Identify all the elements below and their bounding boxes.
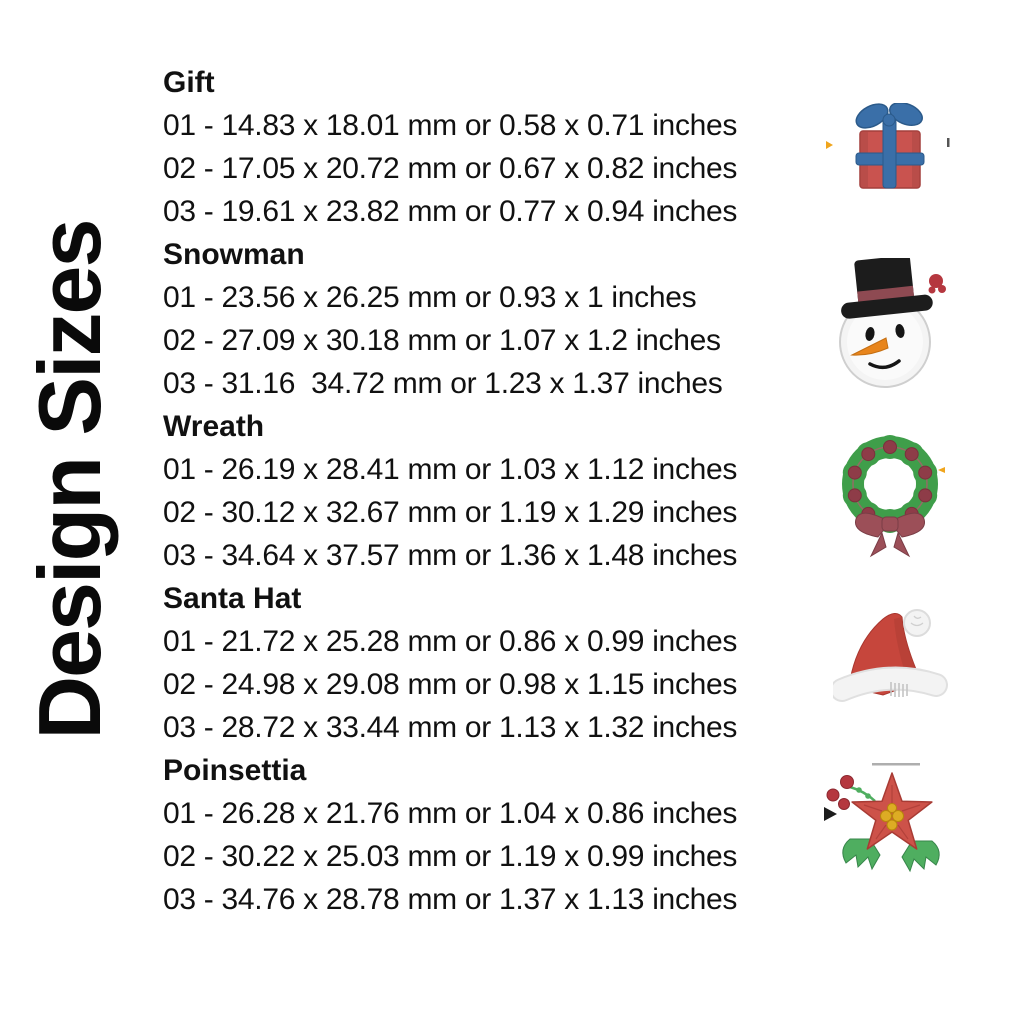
wreath-icon [833, 430, 948, 562]
size-line: 02 - 30.22 x 25.03 mm or 1.19 x 0.99 inches [163, 840, 738, 873]
snowman-icon [828, 258, 952, 392]
size-line: 03 - 34.64 x 37.57 mm or 1.36 x 1.48 inches [163, 539, 738, 572]
poinsettia-icon [820, 763, 955, 883]
size-line: 01 - 26.28 x 21.76 mm or 1.04 x 0.86 inches [163, 797, 738, 830]
size-line: 03 - 19.61 x 23.82 mm or 0.77 x 0.94 inches [163, 195, 738, 228]
stitch-start-marker-icon [826, 141, 833, 149]
section-wreath [163, 405, 813, 577]
gift-icon [820, 103, 955, 198]
size-line: 02 - 27.09 x 30.18 mm or 1.07 x 1.2 inches [163, 324, 721, 357]
section-gift [163, 61, 813, 233]
size-line: 03 - 34.76 x 28.78 mm or 1.37 x 1.13 inches [163, 883, 738, 916]
size-line: 03 - 28.72 x 33.44 mm or 1.13 x 1.32 inches [163, 711, 738, 744]
size-line: 02 - 24.98 x 29.08 mm or 0.98 x 1.15 inches [163, 668, 738, 701]
stitch-marker-icon [938, 467, 945, 473]
size-line: 01 - 21.72 x 25.28 mm or 0.86 x 0.99 inches [163, 625, 738, 658]
section-heading: Wreath [163, 410, 265, 443]
section-heading: Santa Hat [163, 582, 302, 615]
size-line: 02 - 17.05 x 20.72 mm or 0.67 x 0.82 inches [163, 152, 738, 185]
santa-hat-icon [833, 597, 948, 732]
size-line: 03 - 31.16 34.72 mm or 1.23 x 1.37 inches [163, 367, 723, 400]
size-line: 02 - 30.12 x 32.67 mm or 1.19 x 1.29 inches [163, 496, 738, 529]
section-santa-hat [163, 577, 813, 749]
holly-pom [929, 274, 947, 294]
section-snowman [163, 233, 813, 405]
section-heading: Gift [163, 66, 215, 99]
size-line: 01 - 23.56 x 26.25 mm or 0.93 x 1 inches [163, 281, 697, 314]
size-line: 01 - 14.83 x 18.01 mm or 0.58 x 0.71 inches [163, 109, 738, 142]
section-poinsettia [163, 749, 813, 921]
size-list [163, 61, 813, 921]
page-title: Design Sizes [20, 220, 119, 740]
section-heading: Poinsettia [163, 754, 307, 787]
wreath-bow [855, 513, 924, 556]
section-heading: Snowman [163, 238, 305, 271]
size-line: 01 - 26.19 x 28.41 mm or 1.03 x 1.12 inches [163, 453, 738, 486]
play-marker-icon [824, 807, 837, 821]
